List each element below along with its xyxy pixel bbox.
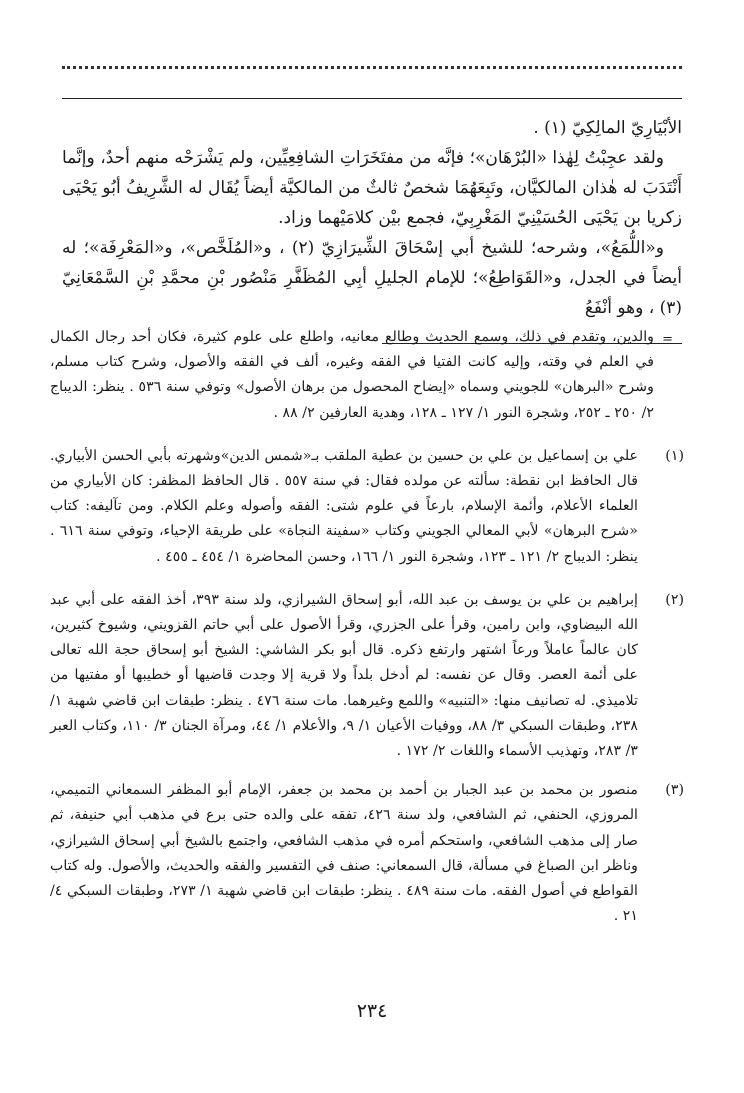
paragraph-2: ولقد عجِبْتُ لِهٰذا «البُرْهَان»؛ فإنَّه من مفتَخَرَاتِ الشافِعِيِّين، ولم يَشْرَحْه منهم أحدٌ، وإنَّما أَنْتَدَبَ له هٰذان المالكيَّان، وتَبِعَهُمَا شخصٌ ثالثٌ من المالكيَّة أيضاً يُقَال له الشَّرِيفُ أبُو يَحْيَى زكريا بن يَحْيَى الحُسَيْنِيّ المَغْرِبِيّ، فجمع بيْن كلامَيْهما وزاد. bbox=[62, 148, 682, 228]
footnote-1-text: علي بن إسماعيل بن علي بن حسين بن عطية الملقب بـ«شمس الدين»وشهرته بأبي الحسن الأبياري. قال الحافظ ابن نقطة: سألته عن مولده فقال: في سنة ٥٥٧ . قال الحافظ المظفر: كان الأبياري من العلماء الأعلام، وأئمة الإسلام، بارعاً في علوم شتى: الفقه وأصوله وعلم الكلام. ومن تآليفه: كتاب «شرح البرهان» لأبي المعالي الجويني وكتاب «سفينة النجاة» على طريقة الإحياء، وتوفي سنة ٦١٦ . ينظر: الديباج ٢/ ١٢١ ـ ١٢٣، وشجرة النور ١/ ١٦٦، وحسن المحاضرة ١/ ٤٥٤ ـ ٤٥٥ . bbox=[50, 447, 638, 565]
footnote-2-text: إبراهيم بن علي بن يوسف بن عبد الله، أبو إسحاق الشيرازي، ولد سنة ٣٩٣، أخذ الفقه على أبي عبد الله البيضاوي، وابن رامين، وقرأ على الجزري، وقرأ الأصول على أبي حاتم القزويني، وشيوخ كثيرين، كان عالماً عاملاً ورعاً اشتهر وارتفع ذكره. قال أبو بكر الشاشي: الشيخ أبو إسحاق حجة الله تعالى على أئمة العصر. وقال عن نفسه: لم أدخل بلداً ولا قرية إلا وجدت قاضيها أو خطيبها أو مفتيها من تلاميذي. له تصانيف منها: «التنبيه» واللمع وغيرهما. مات سنة ٤٧٦ . ينظر: طبقات ابن قاضي شهبة ١/ ٢٣٨، وطبقات السبكي ٣/ ٨٨، ووفيات الأعيان ١/ ٩، والأعلام ١/ ٤٤، ومرآة الجنان ٣/ ١١٠، وكتاب العبر ٣/ ٢٨٣، وتهذيب الأسماء واللغات ٢/ ١٧٢ . bbox=[50, 591, 639, 760]
footnote-continuation-text: والدين، وتقدم في ذلك، وسمع الحديث وطالع معانيه، واطلع على علوم كثيرة، فكان أحد رجال الكمال في العلم في وقته، وإليه كانت الفتيا في الفقه وغيره، ألف في الفقه والأصول، وشرح كتاب مسلم، وشرح «البرهان» للجويني وسماه «إيضاح المحصول من برهان الأصول» وتوفي سنة ٥٣٦ . ينظر: الديباج ٢/ ٢٥٠ ـ ٢٥٢، وشجرة النور ١/ ١٢٧ ـ ١٢٨، وهدية العارفين ٢/ ٨٨ . bbox=[50, 329, 654, 421]
footnote-1 bbox=[50, 444, 682, 570]
footnote-1-number: (١) bbox=[665, 447, 684, 464]
main-text bbox=[62, 113, 682, 323]
footnote-2 bbox=[50, 588, 682, 764]
footnote-3-number: (٣) bbox=[665, 782, 684, 799]
top-dotted-line bbox=[62, 66, 682, 69]
footnotes bbox=[50, 323, 682, 935]
footnote-2-number: (٢) bbox=[665, 591, 684, 608]
header-rule bbox=[62, 98, 682, 99]
page-number: ٢٣٤ bbox=[356, 1000, 388, 1022]
footnote-3-text: منصور بن محمد بن عبد الجبار بن أحمد بن محمد بن جعفر، الإمام أبو المظفر السمعاني التميمي، المروزي، الحنفي، ثم الشافعي، ولد سنة ٤٢٦، تفقه على والده حتى برع في مذهب أبي حنيفة، ثم صار إلى مذهب الشافعي، واستحكم أمره في مذهب الشافعي، واجتمع بالشيخ أبي إسحاق الشيرازي، وناظر ابن الصباغ في مسألة، قال السمعاني: صنف في التفسير والفقه والحديث، والأصول. وله كتاب القواطع في أصول الفقه. مات سنة ٤٨٩ . ينظر: طبقات ابن قاضي شهبة ١/ ٢٧٣، وطبقات السبكي ٤/ ٢١ . bbox=[50, 782, 638, 925]
continuation-marker: = bbox=[662, 332, 672, 347]
paragraph-1: الأبْيَارِيّ المالِكِيّ (١) . bbox=[533, 118, 682, 138]
footnote-continuation bbox=[50, 325, 682, 426]
paragraph-3: و«اللُّمَعُ»، وشرحه؛ للشيخ أبي إسْحَاقَ الشِّيرَازِيّ (٢) ، و«المُلَخَّص»، و«المَعْرِفَة»؛ له أيضاً في الجدل، و«القَوَاطِعُ»؛ للإمام الجليلِ أبِي المُظَفَّرِ مَنْصُور بْنِ محمَّدِ بْنِ السَّمْعَانِيّ (٣) ، وهو أنْفَعُ bbox=[62, 238, 682, 318]
footnote-3 bbox=[50, 778, 682, 929]
